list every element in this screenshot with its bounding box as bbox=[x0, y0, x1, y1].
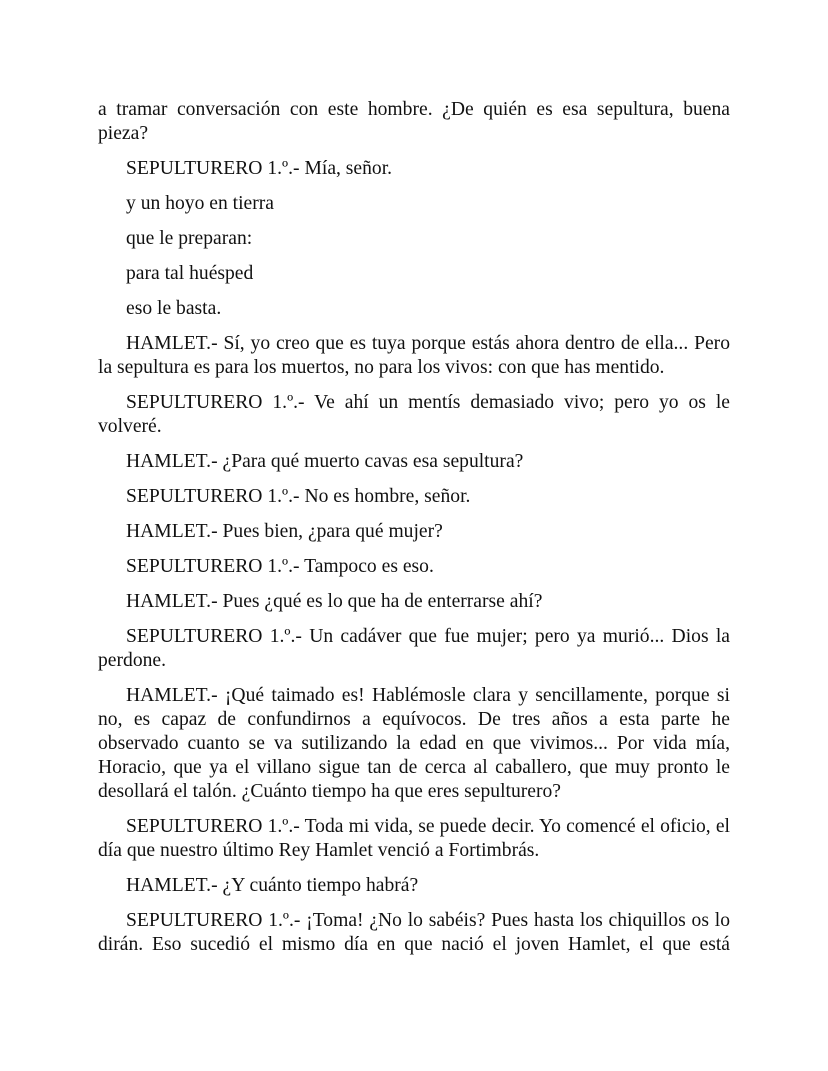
dialogue-hamlet: HAMLET.- Pues bien, ¿para qué mujer? bbox=[126, 521, 443, 542]
dialogue-gravedigger: SEPULTURERO 1.º.- ¡Toma! ¿No lo sabéis? Pues hasta los chiquillos os lo dirán. Eso sucedió el mismo día en que nació el joven Hamlet, el que está bbox=[98, 910, 730, 955]
dialogue-hamlet: HAMLET.- ¡Qué taimado es! Hablémosle clara y sencillamente, porque si no, es capaz de confundirnos a equívocos. De tres años a esta parte he observado cuanto se va sutilizando la edad en que vivimos... Por vida mía, Horacio, que ya el villano sigue tan de cerca al caballero, que muy pronto le desollará el talón. ¿Cuánto tiempo ha que eres sepulturero? bbox=[98, 685, 730, 802]
verse-line: para tal huésped bbox=[126, 263, 254, 284]
paragraph-continuation: a tramar conversación con este hombre. ¿De quién es esa sepultura, buena pieza? bbox=[98, 99, 730, 144]
dialogue-gravedigger: SEPULTURERO 1.º.- Tampoco es eso. bbox=[126, 556, 434, 577]
dialogue-hamlet: HAMLET.- Sí, yo creo que es tuya porque estás ahora dentro de ella... Pero la sepultura es para los muertos, no para los vivos: con que has mentido. bbox=[98, 333, 730, 378]
dialogue-hamlet: HAMLET.- ¿Y cuánto tiempo habrá? bbox=[126, 875, 419, 896]
dialogue-gravedigger: SEPULTURERO 1.º.- Un cadáver que fue mujer; pero ya murió... Dios la perdone. bbox=[98, 626, 730, 671]
dialogue-gravedigger: SEPULTURERO 1.º.- Ve ahí un mentís demasiado vivo; pero yo os le volveré. bbox=[98, 392, 730, 437]
dialogue-gravedigger: SEPULTURERO 1.º.- Mía, señor. bbox=[126, 158, 393, 179]
dialogue-gravedigger: SEPULTURERO 1.º.- No es hombre, señor. bbox=[126, 486, 471, 507]
document-page bbox=[98, 98, 730, 968]
verse-line: eso le basta. bbox=[126, 298, 222, 319]
dialogue-gravedigger: SEPULTURERO 1.º.- Toda mi vida, se puede decir. Yo comencé el oficio, el día que nuestro último Rey Hamlet venció a Fortimbrás. bbox=[98, 816, 730, 861]
dialogue-hamlet: HAMLET.- Pues ¿qué es lo que ha de enterrarse ahí? bbox=[126, 591, 543, 612]
dialogue-hamlet: HAMLET.- ¿Para qué muerto cavas esa sepultura? bbox=[126, 451, 524, 472]
verse-line: que le preparan: bbox=[126, 228, 253, 249]
verse-line: y un hoyo en tierra bbox=[126, 193, 274, 214]
